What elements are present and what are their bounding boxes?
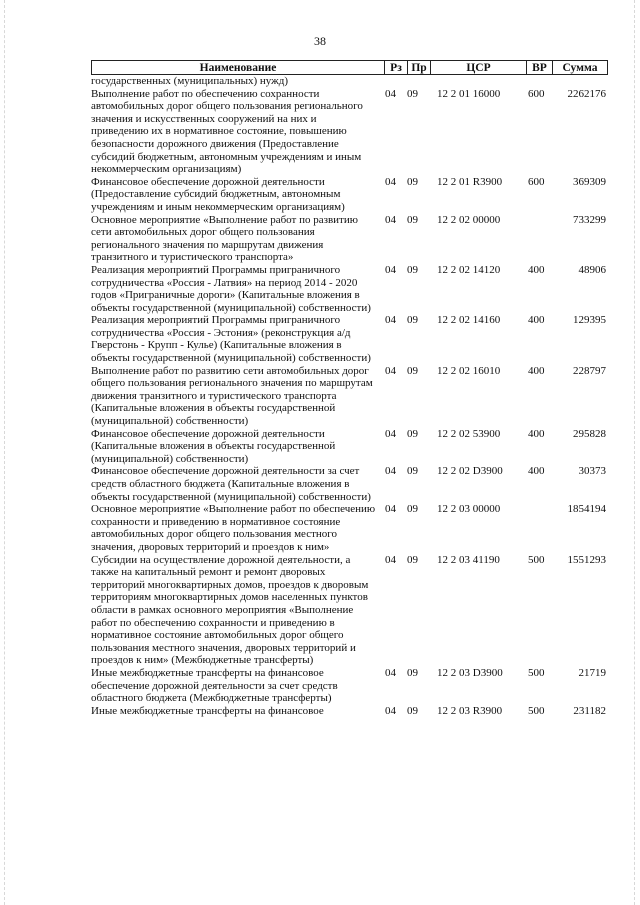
cell-pr: 09: [407, 503, 418, 516]
header-pr: Пр: [408, 61, 431, 74]
cell-csr: 12 2 02 D3900: [437, 465, 503, 478]
header-sum: Сумма: [562, 62, 598, 74]
cell-name: Выполнение работ по обеспечению сохранности автомобильных дорог общего пользования регионального значения и искусственных сооружений на них и приведению их в нормативное состояние, повышению безопасности дорожного движения (Предоставление субсидий бюджетным, автономным учреждениям и иным некоммерческим организациям): [91, 87, 363, 176]
cell-rz: 04: [385, 213, 396, 226]
cell-csr: 12 2 03 00000: [437, 503, 501, 516]
table-row: [91, 667, 606, 705]
cell-name: Финансовое обеспечение дорожной деятельности (Капитальные вложения в объекты государственной (муниципальной) собственности): [91, 427, 336, 465]
table-header: [91, 60, 608, 75]
table-row: [91, 465, 606, 503]
cell-pr: 09: [407, 704, 418, 717]
table-row: [91, 176, 606, 214]
table-row: [91, 428, 606, 466]
cell-csr: [423, 75, 525, 88]
cell-csr: 12 2 03 D3900: [437, 666, 503, 679]
cell-pr: 09: [407, 175, 418, 188]
table-body: [91, 75, 606, 717]
cell-csr: 12 2 02 14120: [437, 263, 501, 276]
cell-pr: 09: [407, 465, 418, 478]
cell-pr: 09: [407, 87, 418, 100]
cell-rz: 04: [385, 175, 396, 188]
cell-vr: 600: [528, 87, 545, 100]
cell-csr: 12 2 03 R3900: [437, 704, 503, 717]
cell-csr: 12 2 01 16000: [437, 87, 501, 100]
cell-rz: 04: [385, 704, 396, 717]
cell-csr: 12 2 02 14160: [437, 314, 501, 327]
cell-csr: 12 2 02 00000: [437, 213, 501, 226]
cell-csr: 12 2 02 53900: [437, 427, 501, 440]
cell-sum: 1551293: [567, 553, 606, 566]
cell-pr: 09: [407, 427, 418, 440]
cell-sum: [555, 75, 606, 88]
cell-name: Реализация мероприятий Программы приграничного сотрудничества «Россия - Латвия» на период 2014 - 2020 годов «Приграничные дороги» (Капитальные вложения в объекты государственной (муниципальной) собственности): [91, 263, 371, 314]
cell-sum: 369309: [573, 175, 606, 188]
cell-sum: 2262176: [567, 87, 606, 100]
cell-name: Финансовое обеспечение дорожной деятельности (Предоставление субсидий бюджетным, автономным учреждениям и иным некоммерческим организациям): [91, 175, 345, 213]
table-row: [91, 88, 606, 176]
cell-vr: 400: [528, 427, 545, 440]
cell-vr: [525, 75, 555, 88]
header-rz: Рз: [385, 61, 408, 74]
cell-pr: 09: [407, 553, 418, 566]
header-csr: ЦСР: [431, 61, 527, 74]
cell-csr: 12 2 03 41190: [437, 553, 500, 566]
cell-sum: 129395: [573, 314, 606, 327]
table-row: [91, 365, 606, 428]
table-row: [91, 503, 606, 553]
cell-sum: 228797: [573, 364, 606, 377]
table-row: [91, 264, 606, 314]
table-row: [91, 705, 606, 718]
cell-vr: 500: [528, 666, 545, 679]
cell-csr: 12 2 02 16010: [437, 364, 501, 377]
cell-pr: 09: [407, 213, 418, 226]
cell-rz: 04: [385, 666, 396, 679]
cell-name: Иные межбюджетные трансферты на финансовое обеспечение дорожной деятельности за счет средств областного бюджета (Межбюджетные трансферты): [91, 666, 338, 705]
cell-rz: 04: [385, 553, 396, 566]
cell-vr: 500: [528, 704, 545, 717]
table-row: [91, 314, 606, 364]
header-name: Наименование: [92, 61, 385, 74]
cell-name: Выполнение работ по развитию сети автомобильных дорог общего пользования регионального значения по маршрутам движения транзитного и туристического транспорта (Капитальные вложения в объекты государственной (муниципальной) собственности): [91, 364, 373, 428]
cell-vr: 600: [528, 175, 545, 188]
page-number: 38: [314, 34, 326, 48]
cell-vr: 400: [528, 263, 545, 276]
cell-pr: 09: [407, 263, 418, 276]
cell-sum: 30373: [578, 465, 606, 478]
cell-rz: 04: [385, 263, 396, 276]
cell-rz: 04: [385, 314, 396, 327]
cell-sum: 1854194: [567, 503, 606, 516]
cell-vr: [525, 503, 555, 553]
cell-name: Субсидии на осуществление дорожной деятельности, а также на капитальный ремонт и ремонт дворовых территорий многоквартирных домов, проездов к дворовым территориям многоквартирных домов населенных пунктов области в рамках основного мероприятия «Выполнение работ по обеспечению сохранности и приведению в нормативное состояние автомобильных дорог общего пользования местного значения, дворовых территорий и проездов к ним» (Межбюджетные трансферты): [91, 553, 369, 667]
header-vr: ВР: [527, 61, 553, 74]
cell-pr: [400, 75, 423, 88]
cell-pr: 09: [407, 364, 418, 377]
table-row: [91, 554, 606, 667]
cell-rz: 04: [385, 503, 396, 516]
cell-name: Реализация мероприятий Программы приграничного сотрудничества «Россия - Эстония» (реконструкция а/д Гверстонь - Крупп - Кулье) (Капитальные вложения в объекты государственной (муниципальной) собственности): [91, 314, 371, 365]
cell-name: Иные межбюджетные трансферты на финансовое: [91, 704, 324, 717]
cell-rz: 04: [385, 364, 396, 377]
cell-rz: 04: [385, 465, 396, 478]
cell-vr: [525, 214, 555, 264]
cell-sum: 733299: [573, 213, 606, 226]
cell-rz: [378, 75, 400, 88]
cell-vr: 400: [528, 314, 545, 327]
cell-name: государственных (муниципальных) нужд): [91, 75, 288, 87]
cell-rz: 04: [385, 87, 396, 100]
cell-sum: 48906: [578, 263, 606, 276]
table-row: [91, 75, 606, 88]
page-right-edge: [634, 0, 635, 905]
cell-sum: 295828: [573, 427, 606, 440]
cell-csr: 12 2 01 R3900: [437, 175, 503, 188]
cell-vr: 400: [528, 364, 545, 377]
cell-vr: 400: [528, 465, 545, 478]
table-row: [91, 214, 606, 264]
cell-rz: 04: [385, 427, 396, 440]
cell-name: Финансовое обеспечение дорожной деятельности за счет средств областного бюджета (Капитальные вложения в объекты государственной (муниципальной) собственности): [91, 465, 371, 503]
cell-pr: 09: [407, 666, 418, 679]
cell-sum: 231182: [573, 704, 606, 717]
cell-pr: 09: [407, 314, 418, 327]
cell-vr: 500: [528, 553, 545, 566]
page-left-edge: [4, 0, 5, 905]
cell-name: Основное мероприятие «Выполнение работ по развитию сети автомобильных дорог общего пользования регионального значения по маршрутам движения транзитного и туристического транспорта»: [91, 213, 358, 264]
cell-name: Основное мероприятие «Выполнение работ по обеспечению сохранности и приведению в нормативное состояние автомобильных дорог общего пользования местного значения, дворовых территорий и проездов к ним»: [91, 503, 376, 553]
cell-sum: 21719: [578, 666, 606, 679]
